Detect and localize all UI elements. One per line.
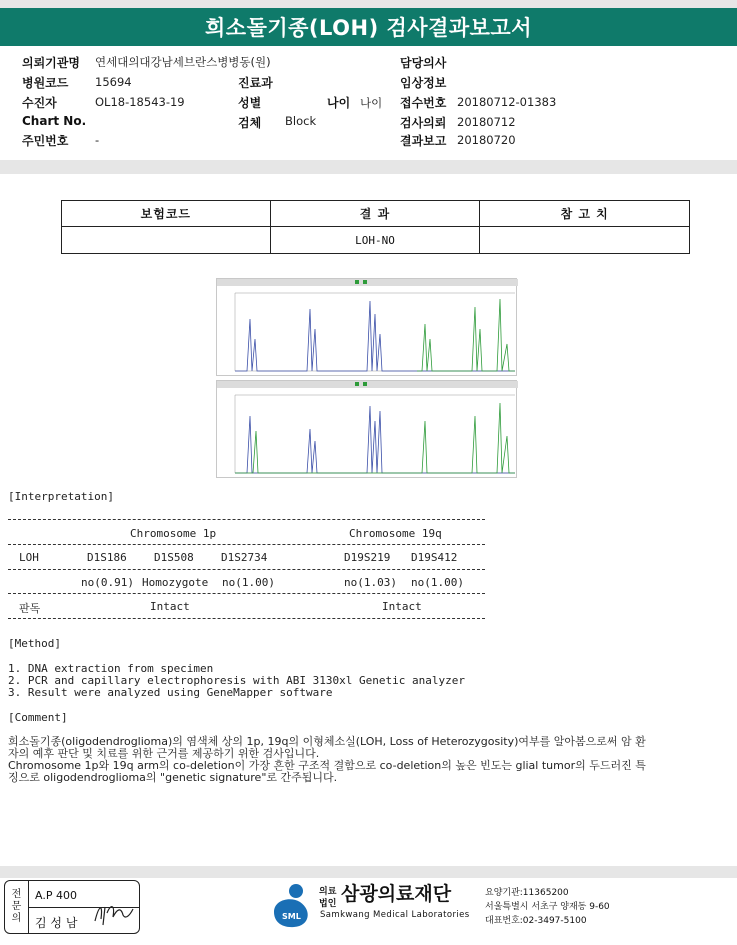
organization-english: Samkwang Medical Laboratories: [320, 910, 470, 920]
chr19q-header: Chromosome 19q: [349, 527, 442, 540]
patient-info: [0, 46, 737, 160]
facility-code: 요양기관:11365200: [485, 888, 569, 898]
marker-d1s2734: D1S2734: [221, 551, 268, 564]
loh-row-label: LOH: [19, 551, 39, 564]
comment-line-3: Chromosome 1p와 19q arm의 co-deletion이 가장 흔한 구조적 결함으로 co-deletion의 높은 빈도는 glial tumor의 두드러진 특: [8, 759, 646, 772]
interp-divider-3: [8, 569, 485, 570]
value-d19s412: no(1.00): [411, 576, 464, 589]
legal-entity-top: 의료: [319, 887, 337, 897]
result-header: 결 과: [270, 201, 480, 227]
address: 서울특별시 서초구 양재동 9-60: [485, 902, 610, 912]
report-date-label: 결과보고: [400, 134, 447, 148]
method-step-3: 3. Result were analyzed using GeneMapper software: [8, 686, 333, 699]
verdict-label: 판독: [19, 602, 41, 615]
signature-stamp: [4, 880, 140, 934]
value-d1s186: no(0.91): [81, 576, 134, 589]
report-title: 희소돌기종(LOH) 검사결과보고서: [0, 8, 737, 46]
accession-label: 접수번호: [400, 96, 447, 110]
footer-band: [0, 866, 737, 878]
value-d1s2734: no(1.00): [222, 576, 275, 589]
sml-logo-icon: [270, 882, 316, 928]
institution-value: 연세대의대강남세브란스병병동(원): [95, 55, 271, 69]
interp-divider-1: [8, 519, 485, 520]
verdict-1p: Intact: [150, 600, 190, 613]
interp-divider-4: [8, 593, 485, 594]
phone-number: 대표번호:02-3497-5100: [485, 916, 587, 926]
method-step-1: 1. DNA extraction from specimen: [8, 662, 214, 675]
value-d19s219: no(1.03): [344, 576, 397, 589]
organization-name: 삼광의료재단: [341, 883, 452, 905]
marker-d1s508: D1S508: [154, 551, 194, 564]
result-table-header: [62, 201, 690, 227]
insurance-code-cell: [62, 227, 271, 254]
rrn-value: -: [95, 133, 100, 147]
department-label: 진료과: [238, 76, 273, 90]
receiver-value: OL18-18543-19: [95, 95, 185, 109]
interp-divider-5: [8, 618, 485, 619]
chr1p-header: Chromosome 1p: [130, 527, 217, 540]
logo-text: SML: [282, 912, 301, 921]
age-value: 나이: [360, 96, 383, 110]
sex-label: 성별: [238, 96, 262, 110]
electropherogram-bottom: [216, 380, 517, 478]
clinical-label: 임상정보: [400, 76, 447, 90]
request-label: 검사의뢰: [400, 116, 447, 130]
interp-divider-2: [8, 544, 485, 545]
request-value: 20180712: [457, 115, 516, 129]
reference-header: 참 고 치: [480, 201, 690, 227]
method-heading: [Method]: [8, 637, 61, 650]
verdict-19q: Intact: [382, 600, 422, 613]
specimen-label: 검체: [238, 116, 262, 130]
divider-band: [0, 160, 737, 174]
report-date-value: 20180720: [457, 133, 516, 147]
comment-line-4: 징으로 oligodendroglioma의 "genetic signature"로 간주됩니다.: [8, 771, 338, 784]
electropherogram-top: [216, 278, 517, 376]
reference-cell: [480, 227, 690, 254]
specialist-label: 전 문 의: [5, 881, 29, 933]
age-label: 나이: [327, 96, 351, 110]
comment-line-2: 자의 예후 판단 및 치료를 위한 근거를 제공하기 위한 검사입니다.: [8, 747, 320, 760]
rrn-label: 주민번호: [22, 134, 69, 148]
method-step-2: 2. PCR and capillary electrophoresis with ABI 3130xl Genetic analyzer: [8, 674, 465, 687]
marker-d19s412: D19S412: [411, 551, 458, 564]
comment-heading: [Comment]: [8, 711, 68, 724]
insurance-code-header: 보험코드: [62, 201, 271, 227]
doctor-label: 담당의사: [400, 56, 447, 70]
result-table-row: [62, 227, 690, 254]
result-cell: LOH-NO: [270, 227, 480, 254]
interpretation-heading: [Interpretation]: [8, 490, 114, 503]
hospital-code-value: 15694: [95, 75, 132, 89]
marker-d19s219: D19S219: [344, 551, 391, 564]
specimen-value: Block: [285, 114, 317, 128]
value-d1s508: Homozygote: [142, 576, 209, 589]
legal-entity-bottom: 법인: [319, 899, 337, 909]
chart-label: Chart No.: [22, 114, 87, 128]
institution-label: 의뢰기관명: [22, 56, 80, 70]
receiver-label: 수진자: [22, 96, 57, 110]
top-strip: [0, 0, 737, 8]
comment-line-1: 희소돌기종(oligodendroglioma)의 염색체 상의 1p, 19q의 이형체소실(LOH, Loss of Heterozygosity)여부를 알아봄으로써 암 환: [8, 735, 646, 748]
hospital-code-label: 병원코드: [22, 76, 69, 90]
specialist-name: 김 성 남: [35, 916, 78, 930]
result-table: [61, 200, 690, 254]
accession-value: 20180712-01383: [457, 95, 557, 109]
license-number: A.P 400: [35, 889, 77, 902]
handwritten-signature: [93, 899, 137, 927]
marker-d1s186: D1S186: [87, 551, 127, 564]
